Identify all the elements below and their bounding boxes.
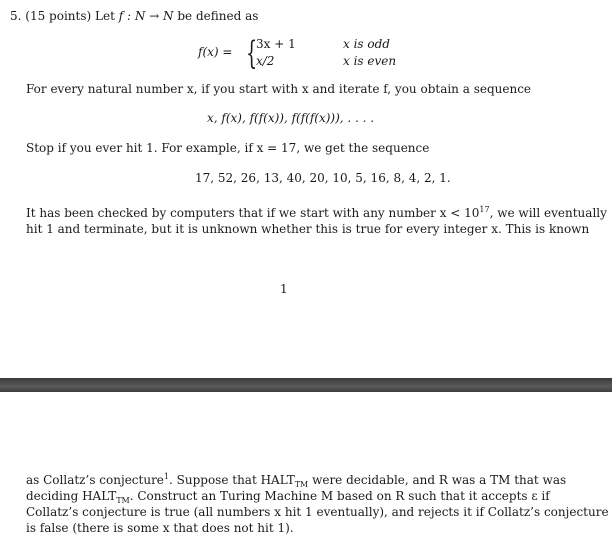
problem-header <box>10 9 258 24</box>
example-sequence: 17, 52, 26, 13, 40, 20, 10, 5, 16, 8, 4, 2, 1. <box>195 171 451 185</box>
collatz-line-2: deciding $HALT_{TM}$. Construct an Turing Machine M based on R such that it accepts ε if <box>26 489 550 505</box>
collatz-paragraph <box>26 472 609 536</box>
page-number: 1 <box>280 282 288 296</box>
problem-intro: Let <box>95 9 115 23</box>
collatz-line-4: is false (there is some x that does not hit 1). <box>26 521 294 535</box>
checked-line-2: hit 1 and terminate, but it is unknown whether this is true for every integer x. This is known <box>26 222 590 236</box>
checked-line-1: It has been checked by computers that if we start with any number $x < 10^{17}$, we will eventually <box>26 205 607 220</box>
case-brace: { <box>246 34 258 72</box>
iterate-text: For every natural number x, if you start with x and iterate f, you obtain a sequence <box>26 82 532 96</box>
problem-intro-tail: be defined as <box>177 9 259 23</box>
collatz-line-3: Collatz’s conjecture is true (all numbers x hit 1 eventually), and rejects it if Collatz’s conjecture <box>26 505 609 519</box>
checked-paragraph <box>26 205 607 237</box>
case1-expression: 3x + 1 <box>256 37 296 51</box>
page-gap <box>0 378 612 392</box>
page-2 <box>0 392 612 540</box>
definition-lhs: f(x) = <box>198 45 233 59</box>
exponent: 17 <box>479 205 490 214</box>
problem-number: 5. <box>10 9 22 23</box>
problem-points: (15 points) <box>25 9 92 23</box>
collatz-line-1: as Collatz’s conjecture$^1$. Suppose that $HALT_{TM}$ were decidable, and R was a TM that was <box>26 472 567 489</box>
case2-expression: x/2 <box>256 54 275 68</box>
case2-condition: x is even <box>343 54 397 68</box>
case1-condition: x is odd <box>343 37 390 51</box>
footnote-marker: 1 <box>163 472 169 481</box>
stop-text: Stop if you ever hit 1. For example, if x = 17, we get the sequence <box>26 141 430 155</box>
function-signature: f : N → N <box>118 9 174 23</box>
sequence-formula: x, f(x), f(f(x)), f(f(f(x))), . . . . <box>207 111 375 125</box>
